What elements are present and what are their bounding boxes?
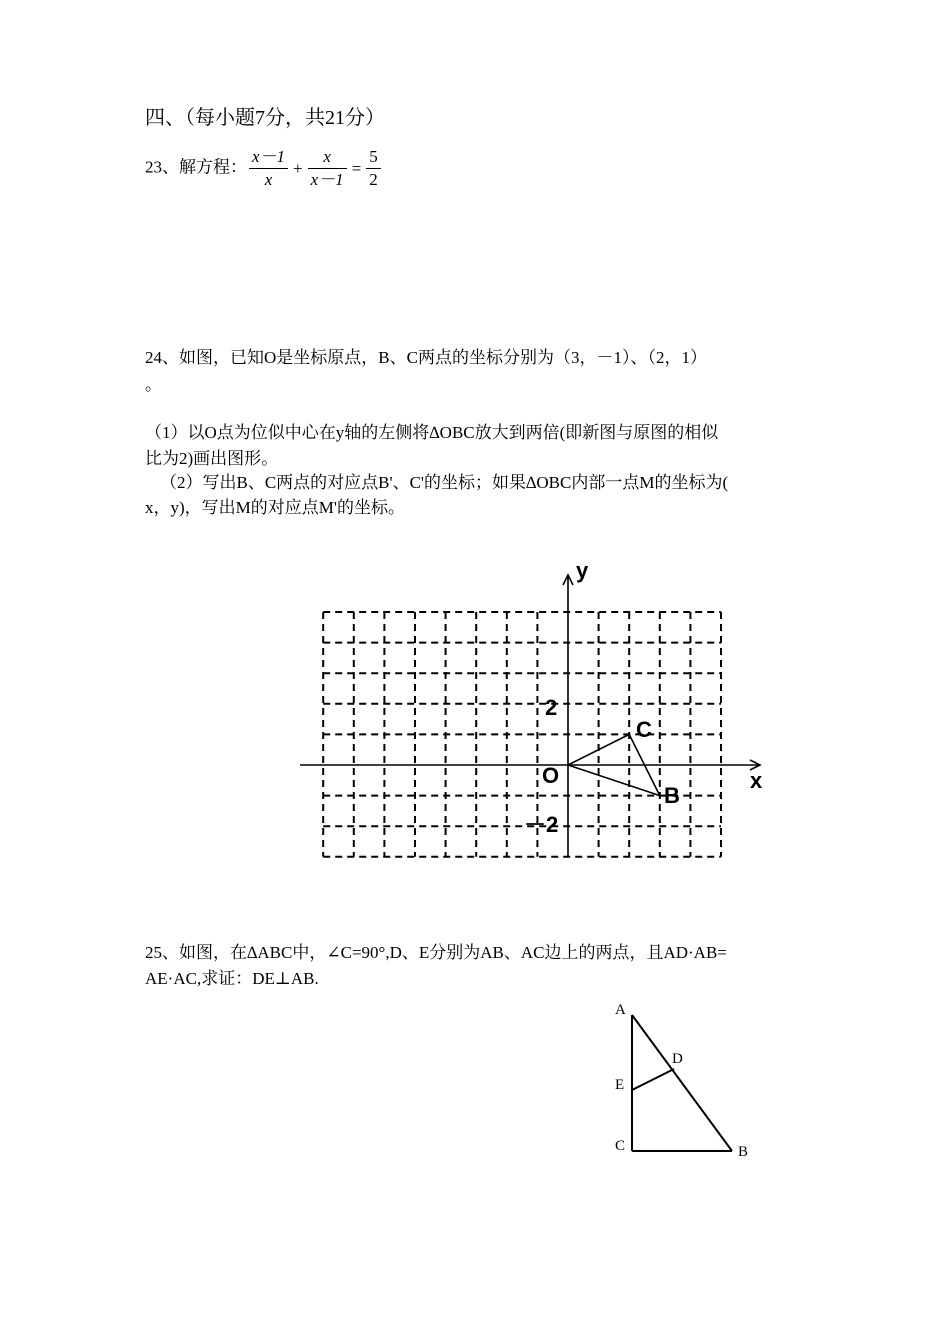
vertex-b-label: B	[738, 1144, 749, 1160]
x-axis-label: x	[750, 768, 763, 793]
y-axis-label: y	[576, 558, 589, 583]
y-tick-label-2: 2	[545, 695, 558, 720]
plus-sign: +	[293, 158, 303, 178]
section-header: 四、（每小题7分，共21分）	[145, 107, 385, 129]
equals-sign: =	[351, 158, 362, 178]
question-24-part-2-line-1: （2）写出B、C两点的对应点B'、C'的坐标；如果∆OBC内部一点M的坐标为(	[160, 473, 729, 492]
question-24-line-1: 24、如图，已知O是坐标原点，B、C两点的坐标分别为（3，－1）、（2，1）	[145, 348, 707, 367]
question-25-line-2: AE·AC,求证：DE⊥AB.	[145, 969, 319, 988]
origin-label: O	[542, 763, 560, 788]
fraction-2-numerator: x	[308, 146, 347, 169]
question-25-line-1: 25、如图，在∆ABC中，∠C=90°,D、E分别为AB、AC边上的两点，且AD·AB=	[145, 943, 727, 962]
question-24-part-1-line-1: （1）以O点为位似中心在y轴的左侧将∆OBC放大到两倍(即新图与原图的相似	[145, 423, 719, 442]
vertex-c-label: C	[615, 1138, 626, 1154]
fraction-3-numerator: 5	[366, 146, 381, 169]
question-24-part-2-line-2: x，y)，写出M的对应点M'的坐标。	[145, 498, 405, 517]
fraction-3-denominator: 2	[369, 170, 378, 189]
segment-de	[632, 1069, 674, 1090]
vertex-a-label: A	[615, 1002, 626, 1018]
point-d-label: D	[672, 1051, 683, 1067]
fraction-1-numerator: x－1	[249, 146, 288, 169]
question-23-prefix: 23、解方程：	[145, 157, 247, 177]
question-24-line-2: 。	[145, 375, 162, 394]
point-c-label: C	[636, 717, 652, 742]
fraction-2-denominator: x－1	[310, 170, 344, 189]
point-e-label: E	[615, 1077, 625, 1093]
y-tick-label-neg-2: －2	[524, 812, 559, 837]
fraction-1-denominator: x	[264, 170, 273, 189]
point-b-label: B	[664, 783, 680, 808]
question-24-part-1-line-2: 比为2)画出图形。	[145, 449, 279, 468]
